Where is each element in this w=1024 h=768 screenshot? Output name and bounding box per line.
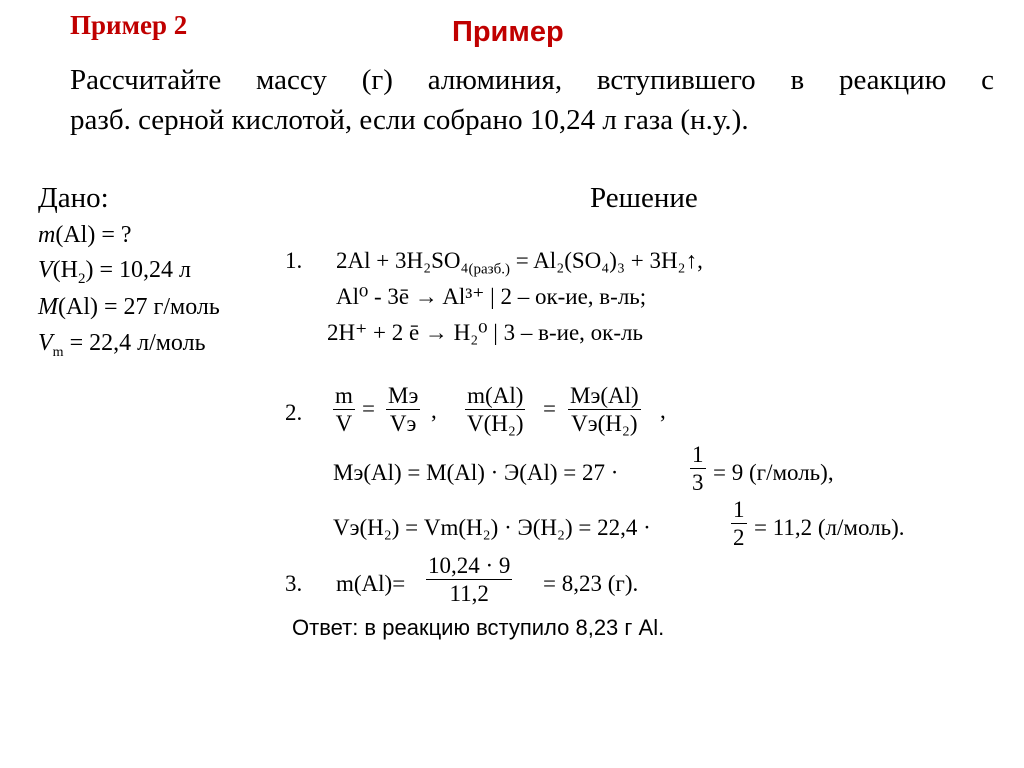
- answer-text: Ответ: в реакцию вступило 8,23 г Al.: [292, 615, 665, 640]
- given-molar-volume: $V_m = 22,4$ л/моль: [38, 330, 206, 360]
- fraction-one-third: $\frac{1}{3}$: [692, 442, 704, 495]
- solution-heading: Решение: [590, 182, 698, 214]
- equivalent-molar-mass-result: = 9 (г/моль),: [713, 460, 834, 485]
- equivalent-volume-result: = 11,2 (л/моль).: [754, 515, 905, 540]
- given-molar-mass: M(Al) = 27 г/моль: [38, 294, 220, 320]
- given-volume: $V(H_2) = 10,24$ л: [38, 257, 192, 287]
- problem-line-2: разб. серной кислотой, если собрано 10,24 л газа (н.у.).: [70, 104, 749, 136]
- equivalent-volume-line: Vэ(H₂) = Vm(H₂) · Э(H₂) = 22,4 ·: [333, 515, 651, 540]
- problem-line-1: Рассчитайте массу (г) алюминия, вступившего в реакцию с: [70, 64, 994, 96]
- step3-result: = 8,23 (г).: [543, 571, 639, 596]
- slide-title: Пример: [452, 16, 564, 48]
- comma: ,: [431, 398, 437, 423]
- example-label: Пример 2: [70, 10, 188, 40]
- fraction-MeAl-over-VeH2: Mэ(Al) Vэ(H₂): [570, 383, 639, 436]
- fraction-Me-over-Ve: Mэ Vэ: [388, 383, 419, 436]
- step1-number: 1.: [285, 248, 303, 273]
- step1-reaction: $2Al + 3H_2SO_4_{(разб.)} = Al_2(SO_4)_3$ + 3H₂↑,: [336, 248, 703, 278]
- comma: ,: [660, 398, 666, 423]
- step1-half-reaction-1: Al⁰ - 3ē → Al³⁺ | 2 – ок-ие, в-ль;: [336, 284, 647, 309]
- step3-number: 3.: [285, 571, 303, 596]
- step1-half-reaction-2: 2H⁺ + 2 ē → H₂⁰ | 3 – в-ие, ок-ль: [327, 320, 643, 345]
- equivalent-molar-mass-line: Mэ(Al) = M(Al) · Э(Al) = 27 ·: [333, 460, 619, 485]
- given-mass: m(Al) = ?: [38, 222, 132, 248]
- given-heading: Дано:: [38, 182, 109, 214]
- equals-sign: =: [543, 396, 556, 421]
- problem-statement: [70, 60, 994, 140]
- fraction-mAl-over-VH2: $\frac{m(Al)}{\text{V(H₂)}}$: [467, 383, 524, 436]
- fraction-one-half: $\frac{1}{2}$: [733, 497, 745, 550]
- step2-number: 2.: [285, 400, 303, 425]
- fraction-mass-calculation: $\frac{10,24 \cdot 9}{11,2}$: [428, 553, 511, 606]
- step3-left: m(Al)=: [336, 571, 406, 596]
- equals-sign: =: [362, 396, 375, 421]
- fraction-m-over-V: $\frac{m}{V}$: [335, 383, 353, 436]
